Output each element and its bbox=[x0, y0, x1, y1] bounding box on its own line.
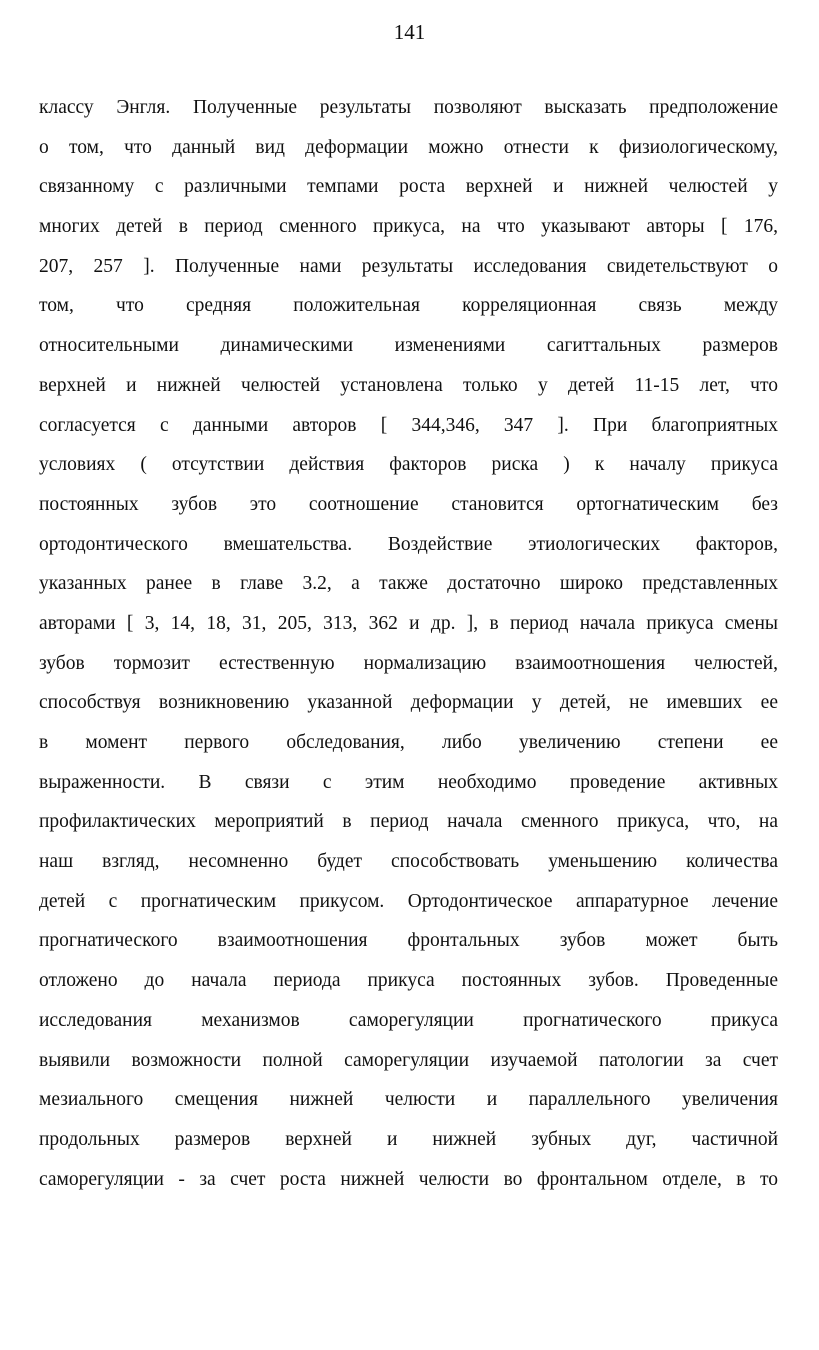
page-number: 141 bbox=[393, 20, 426, 44]
text-line: связанному с различными темпами роста верхней и нижней челюстей у bbox=[39, 176, 778, 198]
text-line: мезиального смещения нижней челюсти и параллельного увеличения bbox=[39, 1089, 778, 1111]
text-line: согласуется с данными авторов [ 344,346, 347 ]. При благоприятных bbox=[39, 414, 778, 436]
text-line: прогнатического взаимоотношения фронтальных зубов может быть bbox=[39, 930, 778, 952]
text-line: классу Энгля. Полученные результаты позволяют высказать предположение bbox=[39, 97, 778, 118]
text-line: выраженности. В связи с этим необходимо проведение активных bbox=[39, 771, 778, 793]
text-line: детей с прогнатическим прикусом. Ортодонтическое аппаратурное лечение bbox=[39, 890, 778, 912]
body-paragraph bbox=[39, 94, 778, 1205]
text-line: зубов тормозит естественную нормализацию взаимоотношения челюстей, bbox=[39, 652, 778, 674]
text-line: способствуя возникновению указанной деформации у детей, не имевших ее bbox=[39, 692, 778, 714]
text-line: постоянных зубов это соотношение становится ортогнатическим без bbox=[39, 493, 778, 515]
text-line: продольных размеров верхней и нижней зубных дуг, частичной bbox=[39, 1128, 778, 1150]
text-line: саморегуляции - за счет роста нижней челюсти во фронтальном отделе, в то bbox=[39, 1168, 778, 1190]
text-line: наш взгляд, несомненно будет способствовать уменьшению количества bbox=[39, 851, 778, 873]
text-line: указанных ранее в главе 3.2, а также достаточно широко представленных bbox=[39, 573, 778, 595]
text-line: ортодонтического вмешательства. Воздействие этиологических факторов, bbox=[39, 533, 778, 555]
text-line: авторами [ 3, 14, 18, 31, 205, 313, 362 и др. ], в период начала прикуса смены bbox=[39, 612, 778, 634]
text-line: отложено до начала периода прикуса постоянных зубов. Проведенные bbox=[39, 970, 778, 992]
text-line: профилактических мероприятий в период начала сменного прикуса, что, на bbox=[39, 811, 778, 833]
text-line: о том, что данный вид деформации можно отнести к физиологическому, bbox=[39, 136, 778, 158]
text-line: относительными динамическими изменениями сагиттальных размеров bbox=[39, 335, 778, 357]
text-line: многих детей в период сменного прикуса, на что указывают авторы [ 176, bbox=[39, 216, 778, 238]
text-line: выявили возможности полной саморегуляции изучаемой патологии за счет bbox=[39, 1049, 778, 1071]
text-line: верхней и нижней челюстей установлена только у детей 11-15 лет, что bbox=[39, 374, 778, 396]
text-line: в момент первого обследования, либо увеличению степени ее bbox=[39, 732, 778, 753]
text-line: том, что средняя положительная корреляционная связь между bbox=[39, 295, 778, 317]
text-line: исследования механизмов саморегуляции прогнатического прикуса bbox=[39, 1009, 778, 1031]
text-line: условиях ( отсутствии действия факторов риска ) к началу прикуса bbox=[39, 454, 778, 476]
text-line: 207, 257 ]. Полученные нами результаты исследования свидетельствуют о bbox=[39, 255, 778, 277]
